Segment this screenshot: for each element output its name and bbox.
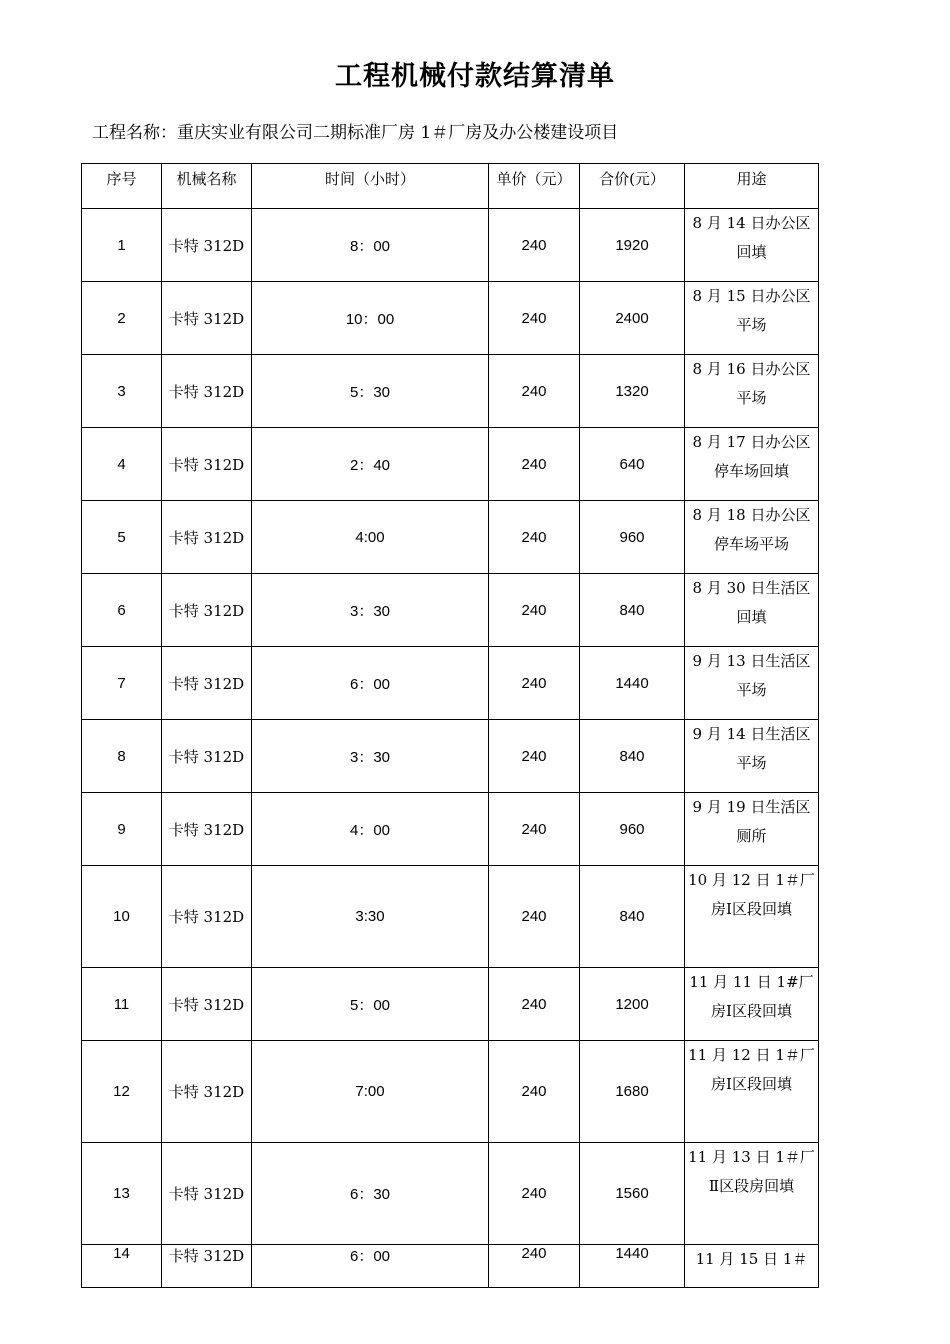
cell-machine: 卡特 312D xyxy=(162,720,252,793)
cell-no: 5 xyxy=(82,501,162,574)
table-row xyxy=(82,1143,819,1245)
table-row xyxy=(82,282,819,355)
cell-use: 9 月 19 日生活区厕所 xyxy=(685,793,819,866)
cell-use: 8 月 14 日办公区回填 xyxy=(685,209,819,282)
header-price: 单价（元） xyxy=(489,164,580,209)
cell-price: 240 xyxy=(489,1245,580,1288)
cell-time: 6：00 xyxy=(252,1245,489,1288)
cell-time: 7:00 xyxy=(252,1041,489,1143)
cell-use: 8 月 17 日办公区停车场回填 xyxy=(685,428,819,501)
cell-total: 2400 xyxy=(580,282,685,355)
header-no: 序号 xyxy=(82,164,162,209)
header-use: 用途 xyxy=(685,164,819,209)
cell-total: 840 xyxy=(580,574,685,647)
cell-use: 8 月 16 日办公区平场 xyxy=(685,355,819,428)
cell-total: 1680 xyxy=(580,1041,685,1143)
cell-use: 8 月 15 日办公区平场 xyxy=(685,282,819,355)
settlement-table xyxy=(81,163,819,1288)
cell-time: 3：30 xyxy=(252,574,489,647)
table-row xyxy=(82,1245,819,1288)
cell-use: 11 月 11 日 1#厂房Ⅰ区段回填 xyxy=(685,968,819,1041)
cell-time: 3:30 xyxy=(252,866,489,968)
cell-time: 6：30 xyxy=(252,1143,489,1245)
cell-machine: 卡特 312D xyxy=(162,209,252,282)
cell-machine: 卡特 312D xyxy=(162,282,252,355)
cell-use: 8 月 30 日生活区回填 xyxy=(685,574,819,647)
cell-machine: 卡特 312D xyxy=(162,866,252,968)
cell-total: 1440 xyxy=(580,647,685,720)
cell-use: 8 月 18 日办公区停车场平场 xyxy=(685,501,819,574)
project-label: 工程名称： xyxy=(92,123,177,143)
cell-price: 240 xyxy=(489,501,580,574)
cell-no: 4 xyxy=(82,428,162,501)
cell-machine: 卡特 312D xyxy=(162,574,252,647)
cell-use: 11 月 13 日 1＃厂Ⅱ区段房回填 xyxy=(685,1143,819,1245)
cell-no: 6 xyxy=(82,574,162,647)
cell-price: 240 xyxy=(489,428,580,501)
cell-price: 240 xyxy=(489,647,580,720)
table-row xyxy=(82,968,819,1041)
cell-no: 14 xyxy=(82,1245,162,1288)
cell-use: 9 月 14 日生活区平场 xyxy=(685,720,819,793)
cell-price: 240 xyxy=(489,282,580,355)
table-row xyxy=(82,793,819,866)
cell-no: 7 xyxy=(82,647,162,720)
cell-price: 240 xyxy=(489,968,580,1041)
cell-no: 1 xyxy=(82,209,162,282)
header-time: 时间（小时） xyxy=(252,164,489,209)
cell-machine: 卡特 312D xyxy=(162,793,252,866)
cell-use: 10 月 12 日 1＃厂房Ⅰ区段回填 xyxy=(685,866,819,968)
cell-time: 5：00 xyxy=(252,968,489,1041)
cell-no: 8 xyxy=(82,720,162,793)
cell-total: 960 xyxy=(580,793,685,866)
page-title: 工程机械付款结算清单 xyxy=(335,61,615,92)
project-line xyxy=(92,118,618,143)
cell-price: 240 xyxy=(489,355,580,428)
cell-price: 240 xyxy=(489,1143,580,1245)
cell-total: 1560 xyxy=(580,1143,685,1245)
cell-total: 1320 xyxy=(580,355,685,428)
cell-no: 2 xyxy=(82,282,162,355)
cell-machine: 卡特 312D xyxy=(162,647,252,720)
cell-time: 2：40 xyxy=(252,428,489,501)
cell-use: 11 月 15 日 1＃ xyxy=(685,1245,819,1288)
cell-time: 10：00 xyxy=(252,282,489,355)
cell-price: 240 xyxy=(489,720,580,793)
cell-machine: 卡特 312D xyxy=(162,355,252,428)
cell-total: 1920 xyxy=(580,209,685,282)
table-row xyxy=(82,355,819,428)
header-total: 合价(元） xyxy=(580,164,685,209)
table-row xyxy=(82,1041,819,1143)
cell-machine: 卡特 312D xyxy=(162,501,252,574)
cell-time: 3：30 xyxy=(252,720,489,793)
cell-total: 1200 xyxy=(580,968,685,1041)
cell-no: 10 xyxy=(82,866,162,968)
table-row xyxy=(82,720,819,793)
cell-price: 240 xyxy=(489,209,580,282)
cell-total: 840 xyxy=(580,720,685,793)
cell-total: 840 xyxy=(580,866,685,968)
table-row xyxy=(82,574,819,647)
cell-machine: 卡特 312D xyxy=(162,1143,252,1245)
cell-no: 13 xyxy=(82,1143,162,1245)
table-row xyxy=(82,866,819,968)
cell-no: 3 xyxy=(82,355,162,428)
cell-machine: 卡特 312D xyxy=(162,1041,252,1143)
cell-machine: 卡特 312D xyxy=(162,1245,252,1288)
cell-price: 240 xyxy=(489,574,580,647)
cell-total: 1440 xyxy=(580,1245,685,1288)
table-row xyxy=(82,647,819,720)
cell-time: 8：00 xyxy=(252,209,489,282)
cell-use: 11 月 12 日 1＃厂房Ⅰ区段回填 xyxy=(685,1041,819,1143)
cell-no: 12 xyxy=(82,1041,162,1143)
cell-price: 240 xyxy=(489,1041,580,1143)
cell-use: 9 月 13 日生活区平场 xyxy=(685,647,819,720)
cell-time: 5：30 xyxy=(252,355,489,428)
cell-no: 11 xyxy=(82,968,162,1041)
header-machine: 机械名称 xyxy=(162,164,252,209)
cell-time: 4：00 xyxy=(252,793,489,866)
cell-machine: 卡特 312D xyxy=(162,968,252,1041)
project-name: 重庆实业有限公司二期标准厂房 1＃厂房及办公楼建设项目 xyxy=(177,123,619,143)
table-row xyxy=(82,209,819,282)
cell-machine: 卡特 312D xyxy=(162,428,252,501)
cell-time: 4:00 xyxy=(252,501,489,574)
table-row xyxy=(82,501,819,574)
cell-time: 6：00 xyxy=(252,647,489,720)
cell-price: 240 xyxy=(489,866,580,968)
cell-total: 960 xyxy=(580,501,685,574)
header-row xyxy=(82,164,819,209)
cell-no: 9 xyxy=(82,793,162,866)
cell-total: 640 xyxy=(580,428,685,501)
table-row xyxy=(82,428,819,501)
cell-price: 240 xyxy=(489,793,580,866)
